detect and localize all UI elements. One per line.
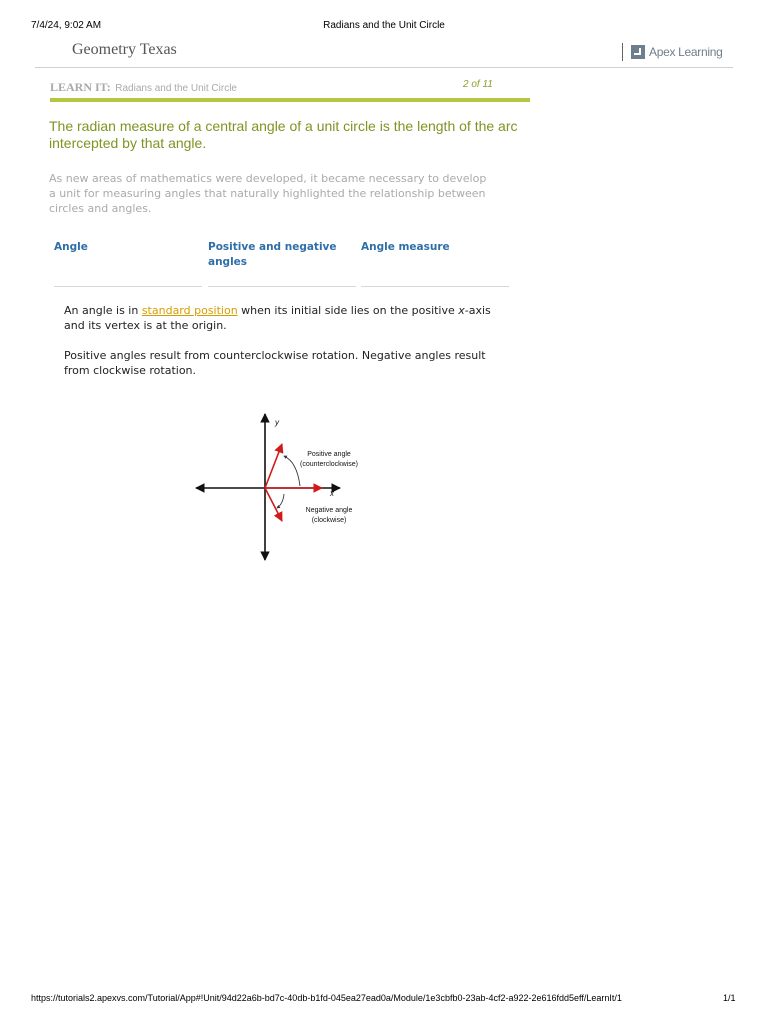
negative-angle-label: Negative angle <box>305 507 353 514</box>
apex-learning-logo <box>622 43 723 61</box>
page-of: of <box>471 79 480 90</box>
lesson-subtitle: Radians and the Unit Circle <box>115 83 237 94</box>
tab-positive-negative-angles[interactable] <box>208 240 356 270</box>
para1-text: -axis and its vertex is at the origin. <box>64 304 491 332</box>
standard-position-link[interactable]: standard position <box>141 304 238 317</box>
positive-angle-sublabel: (counterclockwise) <box>300 461 358 468</box>
positive-rotation-arc <box>284 456 300 486</box>
y-axis-label: y <box>275 418 279 427</box>
negative-angle-sublabel: (clockwise) <box>311 517 347 524</box>
lesson-headline: The radian measure of a central angle of a unit circle is the length of the arc intercepted by that angle. <box>49 118 518 151</box>
angle-rotation-diagram <box>190 408 380 568</box>
print-date: 7/4/24, 9:02 AM <box>31 20 102 31</box>
para1-text: when its initial side lies on the positive <box>237 304 459 317</box>
footer-page-number: 1/1 <box>723 993 736 1003</box>
negative-angle-ray <box>265 488 282 521</box>
negative-rotation-arc <box>277 494 284 508</box>
brand-name: Apex Learning <box>649 45 723 59</box>
paragraph-standard-position <box>64 303 504 333</box>
lesson-intro: As new areas of mathematics were developed, it became necessary to develop a unit for measuring angles that naturally highlighted the relationship between circles and angles. <box>49 172 487 215</box>
page-counter <box>463 79 493 90</box>
tab-angle[interactable] <box>54 240 202 255</box>
page-total: 11 <box>482 79 493 90</box>
lesson-progress-bar <box>50 98 530 102</box>
print-title: Radians and the Unit Circle <box>323 20 445 31</box>
positive-angle-label: Positive angle <box>307 451 351 458</box>
x-variable: x <box>458 304 465 317</box>
tab-angle-label: Angle <box>54 241 88 253</box>
tab-underline <box>208 286 356 287</box>
page-current: 2 <box>463 79 469 90</box>
apex-logo-icon <box>631 45 645 59</box>
tab-angle-measure-label: Angle measure <box>361 241 450 253</box>
x-axis-label: x <box>330 489 334 498</box>
topic-tabs <box>48 240 510 288</box>
header-divider <box>35 67 733 68</box>
footer-url: https://tutorials2.apexvs.com/Tutorial/App#!Unit/94d22a6b-bd7c-40db-b1fd-045ea27ead0a/Module/1e3cbfb0-23ab-4cf2-a922-2e616fdd5eff/LearnIt/1 <box>31 993 622 1003</box>
brand-divider <box>622 43 623 61</box>
course-title: Geometry Texas <box>72 41 177 58</box>
tab-underline <box>54 286 202 287</box>
lesson-header <box>50 78 530 94</box>
positive-angle-ray <box>265 444 282 488</box>
paragraph-rotation: Positive angles result from counterclockwise rotation. Negative angles result from clockwise rotation. <box>64 349 486 377</box>
tab-angle-measure[interactable] <box>361 240 509 255</box>
tab-underline <box>361 286 509 287</box>
learn-it-label: LEARN IT: <box>50 80 111 94</box>
tab-positive-negative-label: Positive and negative angles <box>208 241 337 268</box>
para1-text: An angle is in <box>64 304 142 317</box>
